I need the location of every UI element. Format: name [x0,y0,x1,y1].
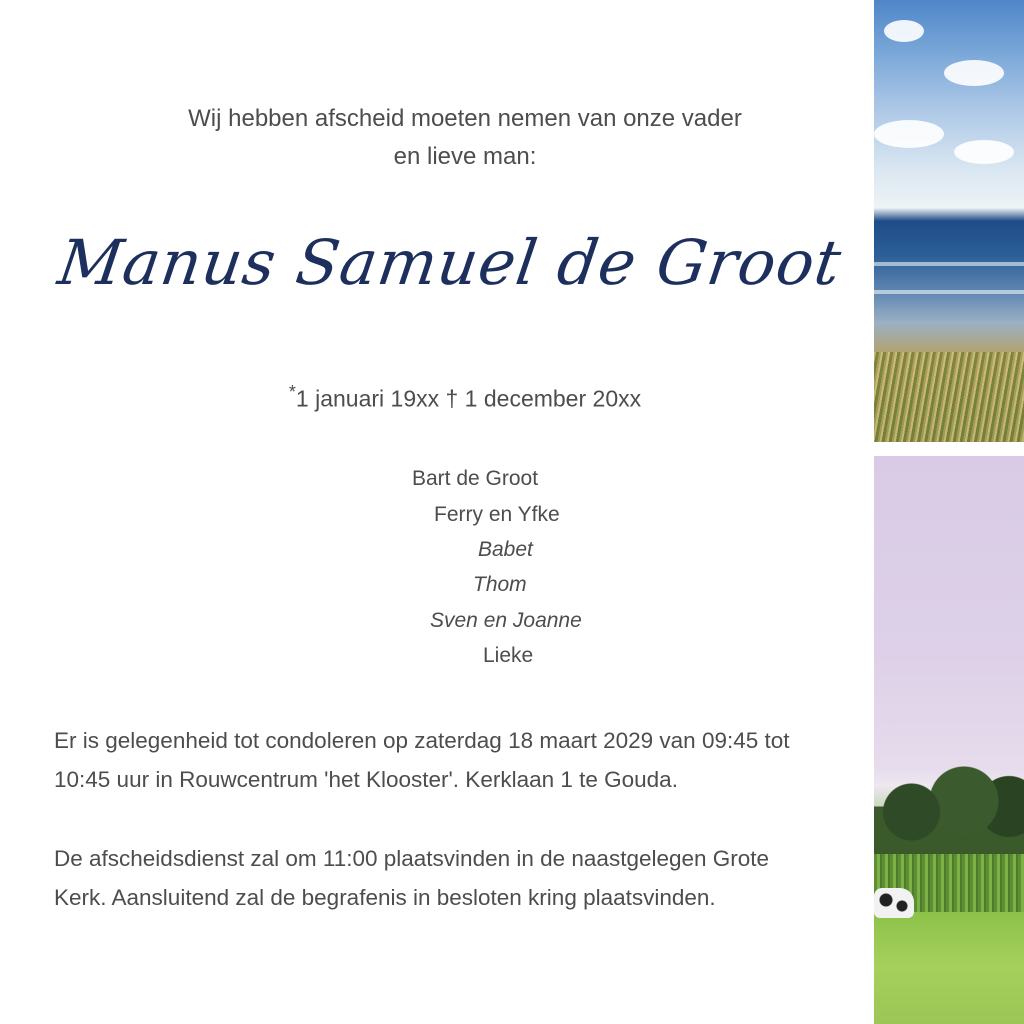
cloud-shape [874,120,944,148]
deceased-name: Manus Samuel de Groot [53,226,847,299]
dates-text: 1 januari 19xx † 1 december 20xx [295,385,642,412]
birth-star-symbol: * [288,382,296,402]
dune-grass [874,352,1024,442]
condolence-paragraph [54,721,844,799]
tree-line [874,746,1024,856]
cloud-shape [944,60,1004,86]
intro-line-2: en lieve man: [393,143,537,170]
life-dates [0,382,930,413]
intro-line-1: Wij hebben afscheid moeten nemen van onze vader [188,105,742,132]
intro-text [0,100,930,176]
service-line-1: De afscheidsdienst zal om 11:00 plaatsvinden in de naastgelegen Grote [54,846,770,871]
service-line-2: Kerk. Aansluitend zal de begrafenis in besloten kring plaatsvinden. [54,885,716,910]
meadow-grass [874,912,1024,1024]
cloud-shape [954,140,1014,164]
family-member: Sven en Joanne [430,609,582,632]
cow-shape [874,888,914,918]
family-member: Babet [478,538,533,561]
family-member: Lieke [483,644,534,667]
condolence-line-2: 10:45 uur in Rouwcentrum 'het Klooster'. Kerklaan 1 te Gouda. [54,767,678,792]
family-member: Ferry en Yfke [434,503,560,526]
countryside-meadow-photo [874,456,1024,1024]
beach-dunes-photo [874,0,1024,442]
cloud-shape [884,20,924,42]
family-member: Bart de Groot [412,467,539,490]
condolence-line-1: Er is gelegenheid tot condoleren op zaterdag 18 maart 2029 van 09:45 tot [54,728,790,753]
surf-line [874,262,1024,266]
family-member: Thom [473,573,527,596]
surf-line [874,290,1024,294]
service-paragraph [54,839,844,917]
